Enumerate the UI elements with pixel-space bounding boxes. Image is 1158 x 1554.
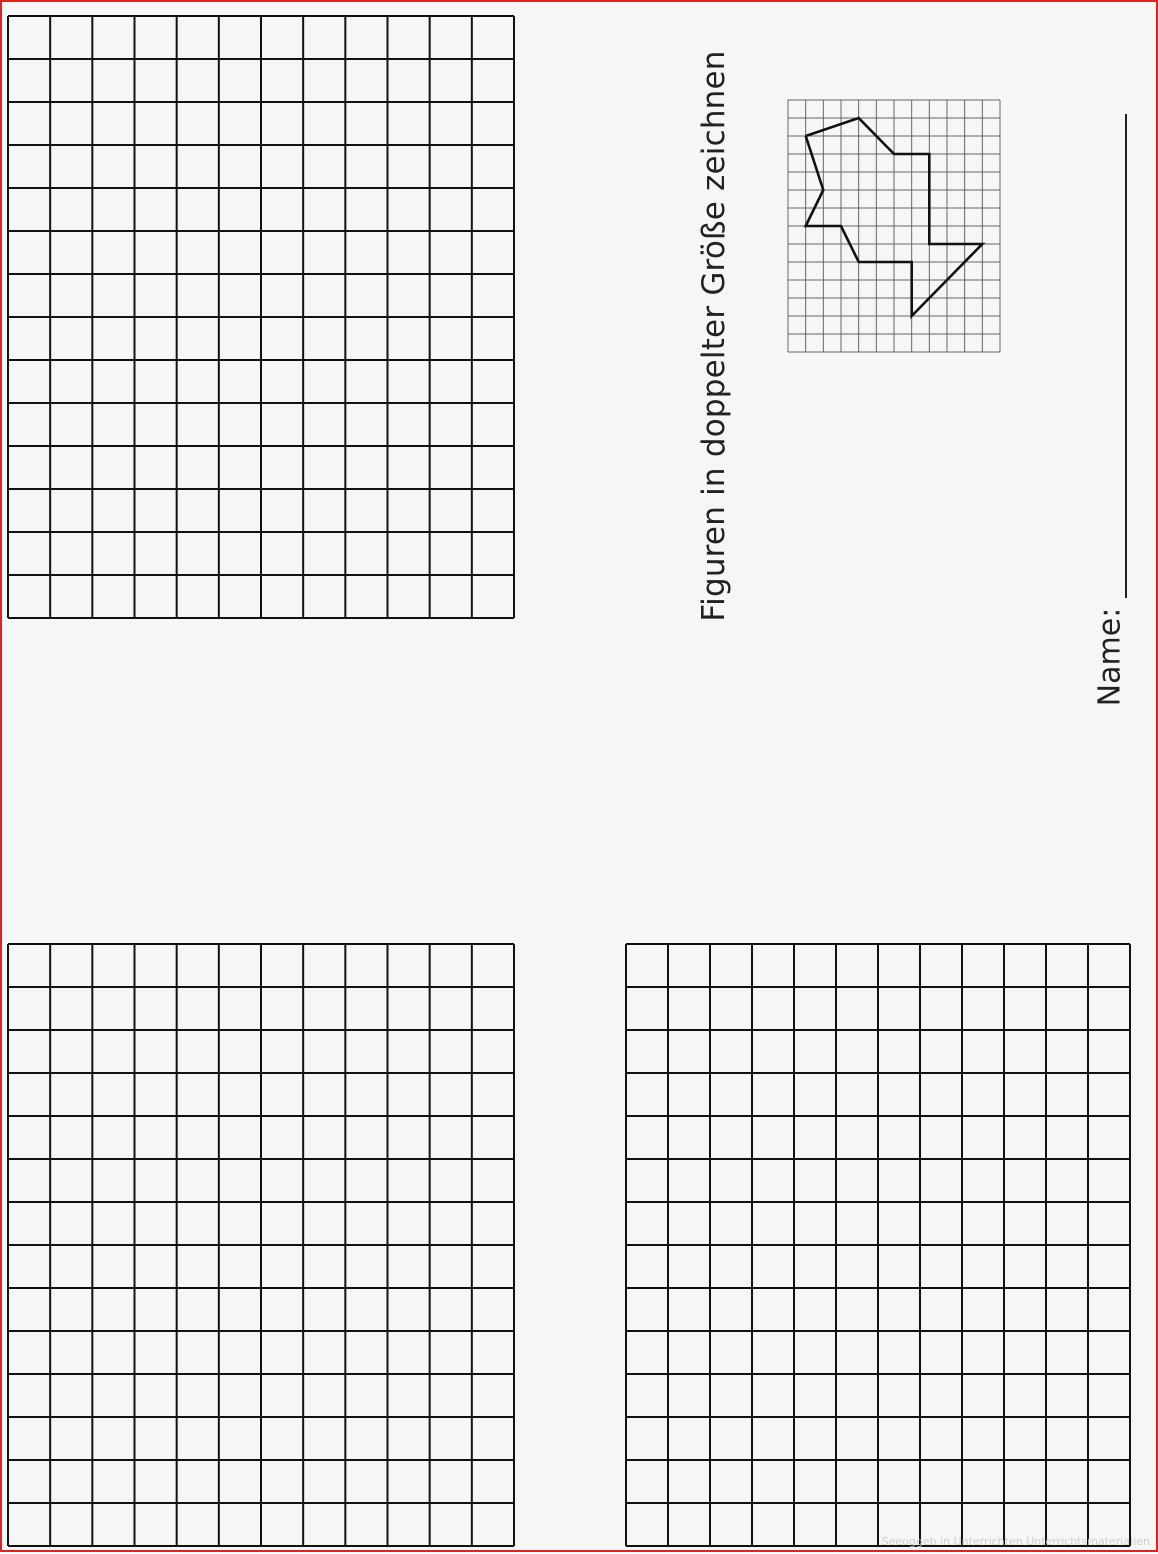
drawing-grid-bottom-left (8, 944, 514, 1546)
name-label: Name: (1092, 607, 1128, 707)
drawing-grid-bottom-right (626, 944, 1130, 1546)
worksheet-drawing (2, 2, 1158, 1554)
drawing-grid-top-left (8, 16, 514, 618)
watermark-text: Seeoggeb in Unterrichten Unterrichtsmaterialien (881, 1535, 1150, 1548)
worksheet-title: Figuren in doppelter Größe zeichnen (696, 50, 732, 622)
